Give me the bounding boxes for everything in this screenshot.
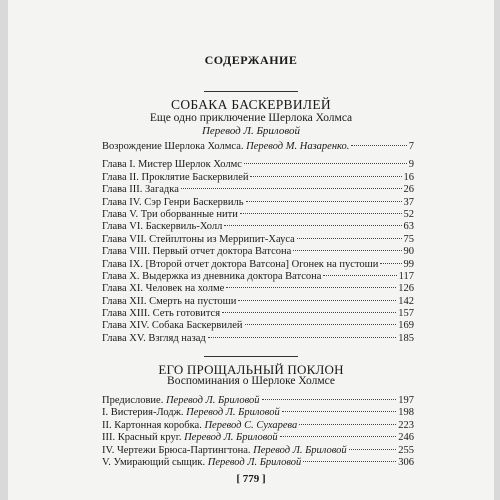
toc-entry bbox=[102, 259, 414, 271]
toc-entry-translator: Перевод Л. Бриловой bbox=[186, 407, 280, 419]
toc-entry-text: Глава XIII. Сеть готовится bbox=[102, 308, 221, 320]
toc-entry-translator: Перевод Л. Бриловой bbox=[253, 444, 347, 456]
toc-entry-title bbox=[102, 320, 243, 332]
leader-dots bbox=[299, 424, 396, 425]
toc-entry-translator: Перевод Л. Бриловой bbox=[165, 395, 260, 406]
toc-entry-title bbox=[102, 432, 278, 444]
toc-entry bbox=[102, 432, 414, 444]
section-title: ЕГО ПРОЩАЛЬНЫЙ ПОКЛОН bbox=[158, 362, 344, 377]
toc-entry-translator: Перевод Л. Бриловой bbox=[207, 456, 302, 468]
leader-dots bbox=[238, 300, 396, 301]
toc-entry-title bbox=[102, 308, 220, 320]
toc-entry-text: Глава II. Проклятие Баскервилей bbox=[102, 171, 249, 183]
leader-dots bbox=[226, 287, 396, 288]
toc-entry-page: 197 bbox=[398, 395, 414, 406]
contents-heading: СОДЕРЖАНИЕ bbox=[204, 53, 298, 67]
toc-entry bbox=[102, 197, 414, 209]
toc-entry-title bbox=[102, 197, 244, 209]
toc-entry-text: Глава I. Мистер Шерлок Холмс bbox=[102, 159, 242, 171]
toc-entry-title bbox=[102, 246, 291, 258]
section-subtitle: Воспоминания о Шерлоке Холмсе bbox=[167, 375, 335, 387]
toc-entry bbox=[102, 283, 414, 295]
toc-entry-page: 9 bbox=[408, 159, 414, 171]
leader-dots bbox=[222, 312, 396, 313]
section-translator: Перевод Л. Бриловой bbox=[201, 125, 300, 137]
toc-entry-title bbox=[102, 271, 321, 283]
leader-dots bbox=[282, 411, 397, 412]
toc-entry bbox=[102, 296, 414, 308]
toc-entry-title bbox=[102, 184, 179, 196]
toc-entry-page: 126 bbox=[398, 283, 414, 295]
leader-dots bbox=[323, 275, 396, 276]
section-title: СОБАКА БАСКЕРВИЛЕЙ bbox=[171, 97, 331, 112]
toc-entry bbox=[102, 445, 414, 457]
toc-entry-title bbox=[102, 234, 295, 246]
toc-entry-page: 306 bbox=[398, 456, 414, 468]
toc-entry-page: 246 bbox=[398, 432, 414, 444]
toc-entry-text: II. Картонная коробка. bbox=[102, 419, 202, 431]
toc-entry-title bbox=[102, 407, 280, 419]
section-divider bbox=[204, 91, 298, 92]
toc-entry-page: 169 bbox=[398, 320, 414, 332]
toc-entry-text: Глава X. Выдержка из дневника доктора Ватсона bbox=[102, 270, 322, 282]
toc-entry-page: 63 bbox=[403, 221, 414, 233]
toc-entry bbox=[102, 308, 414, 320]
toc-entry-page: 26 bbox=[403, 184, 414, 196]
toc-entry bbox=[102, 407, 414, 419]
toc-entry-page: 90 bbox=[403, 246, 414, 258]
toc-entry-text: Глава IV. Сэр Генри Баскервиль bbox=[102, 196, 244, 208]
toc-entry-page: 16 bbox=[403, 171, 414, 183]
toc-entry-title bbox=[102, 159, 242, 171]
toc-entry-title bbox=[102, 259, 378, 271]
book-page bbox=[8, 0, 494, 500]
leader-dots bbox=[224, 225, 401, 226]
toc-entry-translator: Перевод Л. Бриловой bbox=[184, 432, 278, 444]
toc-entry bbox=[102, 320, 414, 332]
toc-entry-text: Глава VI. Баскервиль-Холл bbox=[102, 221, 223, 233]
toc-entry-title bbox=[102, 420, 297, 432]
leader-dots bbox=[380, 263, 401, 264]
toc-list bbox=[102, 395, 414, 469]
toc-entry bbox=[102, 457, 414, 469]
toc-entry-text: Глава V. Три оборванные нити bbox=[102, 208, 238, 220]
toc-entry bbox=[102, 271, 414, 283]
toc-entry bbox=[102, 420, 414, 432]
toc-entry bbox=[102, 184, 414, 196]
leader-dots bbox=[245, 324, 397, 325]
leader-dots bbox=[351, 145, 406, 146]
toc-entry-text: Глава III. Загадка bbox=[102, 184, 179, 196]
toc-entry-page: 157 bbox=[398, 308, 414, 320]
leader-dots bbox=[208, 337, 397, 338]
toc-entry-text: I. Вистерия-Лодж. bbox=[102, 407, 184, 419]
leader-dots bbox=[349, 449, 397, 450]
page-number: [ 779 ] bbox=[236, 473, 266, 485]
toc-entry-text: Предисловие. bbox=[102, 395, 164, 406]
section-divider bbox=[204, 356, 298, 357]
leader-dots bbox=[293, 250, 401, 251]
toc-entry-text: Глава XII. Смерть на пустоши bbox=[102, 295, 237, 307]
toc-entry-page: 37 bbox=[403, 196, 414, 208]
toc-entry bbox=[102, 159, 414, 171]
toc-entry-page: 99 bbox=[403, 258, 414, 270]
toc-entry bbox=[102, 141, 414, 153]
toc-entry-title bbox=[102, 141, 349, 153]
toc-entry-title bbox=[102, 172, 248, 184]
toc-entry-title bbox=[102, 296, 236, 308]
toc-entry-text: IV. Чертежи Брюса-Партингтона. bbox=[102, 444, 251, 456]
leader-dots bbox=[246, 201, 402, 202]
leader-dots bbox=[181, 188, 402, 189]
toc-entry-text: Глава XV. Взгляд назад bbox=[102, 332, 206, 344]
leader-dots bbox=[240, 213, 402, 214]
toc-entry-text: III. Красный круг. bbox=[102, 432, 182, 444]
leader-dots bbox=[250, 176, 401, 177]
leader-dots bbox=[244, 163, 407, 164]
toc-list bbox=[102, 141, 414, 345]
section-subtitle: Еще одно приключение Шерлока Холмса bbox=[149, 112, 353, 124]
toc-entry bbox=[102, 172, 414, 184]
toc-entry-page: 7 bbox=[408, 141, 414, 152]
toc-entry bbox=[102, 221, 414, 233]
toc-entry-title bbox=[102, 457, 301, 469]
toc-entry bbox=[102, 234, 414, 246]
toc-entry bbox=[102, 246, 414, 258]
toc-entry-page: 142 bbox=[398, 295, 414, 307]
toc-entry-page: 75 bbox=[403, 233, 414, 245]
toc-entry-page: 198 bbox=[398, 407, 414, 419]
toc-entry-title bbox=[102, 283, 224, 295]
toc-entry bbox=[102, 209, 414, 221]
toc-entry-title bbox=[102, 445, 347, 457]
leader-dots bbox=[262, 399, 397, 400]
leader-dots bbox=[303, 461, 396, 462]
toc-entry-text: Глава XI. Человек на холме bbox=[102, 283, 225, 295]
toc-entry bbox=[102, 395, 414, 407]
toc-entry-translator: Перевод С. Сухарева bbox=[204, 419, 298, 431]
toc-entry-text: Глава IX. [Второй отчет доктора Ватсона] Огонек на пустоши bbox=[102, 258, 379, 270]
leader-dots bbox=[280, 436, 397, 437]
toc-entry-translator: Перевод М. Назаренко. bbox=[246, 141, 350, 152]
toc-entry-text: Глава VIII. Первый отчет доктора Ватсона bbox=[102, 246, 292, 258]
toc-entry-page: 117 bbox=[398, 270, 414, 282]
toc-entry-title bbox=[102, 395, 260, 407]
toc-entry-title bbox=[102, 333, 206, 345]
toc-entry-text: Глава VII. Стейплтоны из Меррипит-Хауса bbox=[102, 233, 295, 245]
toc-entry bbox=[102, 333, 414, 345]
toc-entry-title bbox=[102, 221, 222, 233]
toc-entry-page: 223 bbox=[398, 419, 414, 431]
toc-entry-page: 185 bbox=[398, 332, 414, 344]
leader-dots bbox=[297, 238, 402, 239]
toc-entry-title bbox=[102, 209, 238, 221]
toc-entry-page: 255 bbox=[398, 444, 414, 456]
toc-entry-text: Возрождение Шерлока Холмса. bbox=[102, 141, 244, 152]
toc-entry-text: V. Умирающий сыщик. bbox=[102, 456, 206, 468]
toc-entry-page: 52 bbox=[403, 208, 414, 220]
toc-entry-text: Глава XIV. Собака Баскервилей bbox=[102, 320, 243, 332]
